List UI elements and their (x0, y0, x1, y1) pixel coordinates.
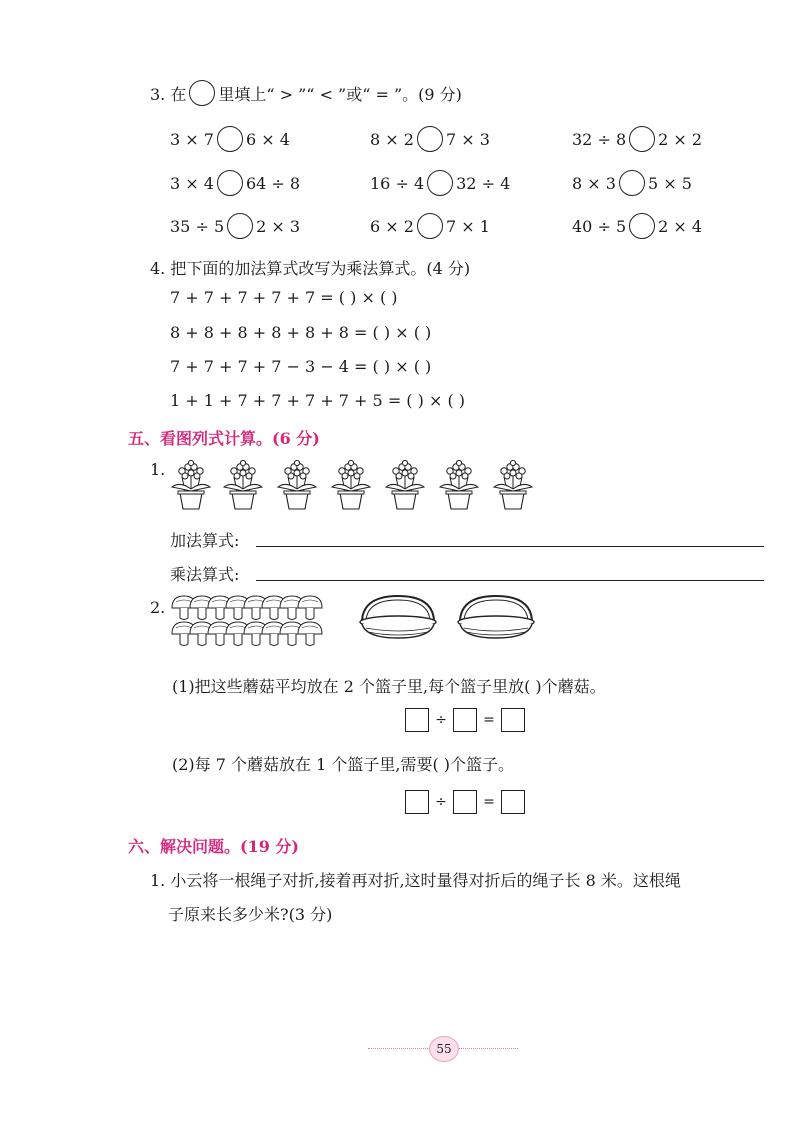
right-expression: 2 × 4 (658, 216, 703, 236)
eq2-box-2[interactable] (453, 790, 477, 814)
q4-line-2[interactable]: 8 + 8 + 8 + 8 + 8 + 8 = ( ) × ( ) (170, 323, 432, 342)
divide-sign: ÷ (435, 794, 447, 810)
subquestion-1: (1)把这些蘑菇平均放在 2 个篮子里,每个篮子里放( )个蘑菇。 (172, 677, 606, 696)
answer-circle[interactable] (417, 213, 443, 239)
p2-number: 2. (150, 598, 166, 617)
comparison-item (572, 213, 702, 239)
right-expression: 64 ÷ 8 (245, 173, 301, 193)
equation-2 (405, 790, 525, 814)
right-expression: 7 × 1 (445, 216, 490, 236)
left-expression: 3 × 7 (170, 129, 214, 149)
footer-rule-right (458, 1048, 518, 1049)
right-expression: 32 ÷ 4 (456, 173, 511, 193)
basket-illustration (356, 594, 546, 644)
subquestion-2: (2)每 7 个蘑菇放在 1 个篮子里,需要( )个篮子。 (172, 755, 515, 774)
comparison-item (572, 170, 692, 196)
right-expression: 6 × 4 (245, 129, 290, 149)
answer-circle[interactable] (217, 126, 243, 152)
q3-title: 3. 在 里填上“ > ”“ < ”或“ = ”。(9 分) (150, 80, 462, 106)
eq1-box-1[interactable] (405, 708, 429, 732)
comparison-item (370, 213, 490, 239)
example-circle (189, 80, 215, 106)
q4-title: 4. 把下面的加法算式改写为乘法算式。(4 分) (150, 259, 471, 278)
p1-number: 1. (150, 460, 166, 479)
equation-1 (405, 708, 525, 732)
comparison-item (370, 170, 510, 196)
answer-circle[interactable] (629, 213, 655, 239)
answer-circle[interactable] (619, 170, 645, 196)
comparison-item (572, 126, 702, 152)
eq2-box-1[interactable] (405, 790, 429, 814)
eq2-box-3[interactable] (501, 790, 525, 814)
answer-circle[interactable] (227, 213, 253, 239)
addition-label: 加法算式: (170, 531, 240, 550)
problem-1-line-2: 子原来长多少米?(3 分) (168, 905, 333, 924)
answer-circle[interactable] (417, 126, 443, 152)
left-expression: 3 × 4 (170, 173, 214, 193)
left-expression: 35 ÷ 5 (170, 216, 225, 236)
right-expression: 2 × 3 (256, 216, 301, 236)
page-number: 55 (429, 1036, 459, 1062)
mushroom-illustration (170, 592, 330, 652)
left-expression: 40 ÷ 5 (572, 216, 627, 236)
footer-rule-left (368, 1048, 428, 1049)
comparison-item (170, 170, 300, 196)
addition-answer-line[interactable] (256, 546, 764, 547)
left-expression: 6 × 2 (370, 216, 414, 236)
q4-line-1[interactable]: 7 + 7 + 7 + 7 + 7 = ( ) × ( ) (170, 288, 398, 307)
divide-sign: ÷ (435, 712, 447, 728)
equals-sign: = (483, 794, 495, 810)
left-expression: 16 ÷ 4 (370, 173, 425, 193)
equals-sign: = (483, 712, 495, 728)
eq1-box-3[interactable] (501, 708, 525, 732)
left-expression: 8 × 3 (572, 173, 616, 193)
mushrooms-group (170, 592, 330, 656)
eq1-box-2[interactable] (453, 708, 477, 732)
comparison-item (170, 213, 300, 239)
left-expression: 8 × 2 (370, 129, 414, 149)
q4-line-3[interactable]: 7 + 7 + 7 + 7 − 3 − 4 = ( ) × ( ) (170, 357, 432, 376)
answer-circle[interactable] (427, 170, 453, 196)
comparison-item (170, 126, 290, 152)
right-expression: 5 × 5 (647, 173, 692, 193)
right-expression: 2 × 2 (658, 129, 703, 149)
right-expression: 7 × 3 (445, 129, 490, 149)
section-5-title: 五、看图列式计算。(6 分) (128, 429, 320, 448)
flower-pots-row (168, 455, 538, 519)
section-6-title: 六、解决问题。(19 分) (128, 837, 299, 856)
q4-line-4[interactable]: 1 + 1 + 7 + 7 + 7 + 7 + 5 = ( ) × ( ) (170, 391, 466, 410)
multiplication-answer-line[interactable] (256, 580, 764, 581)
left-expression: 32 ÷ 8 (572, 129, 627, 149)
baskets-group (356, 594, 546, 648)
answer-circle[interactable] (217, 170, 243, 196)
answer-circle[interactable] (629, 126, 655, 152)
flower-pot-illustration (168, 455, 538, 515)
problem-1-line-1: 1. 小云将一根绳子对折,接着再对折,这时量得对折后的绳子长 8 米。这根绳 (150, 871, 681, 890)
comparison-item (370, 126, 490, 152)
multiplication-label: 乘法算式: (170, 565, 240, 584)
